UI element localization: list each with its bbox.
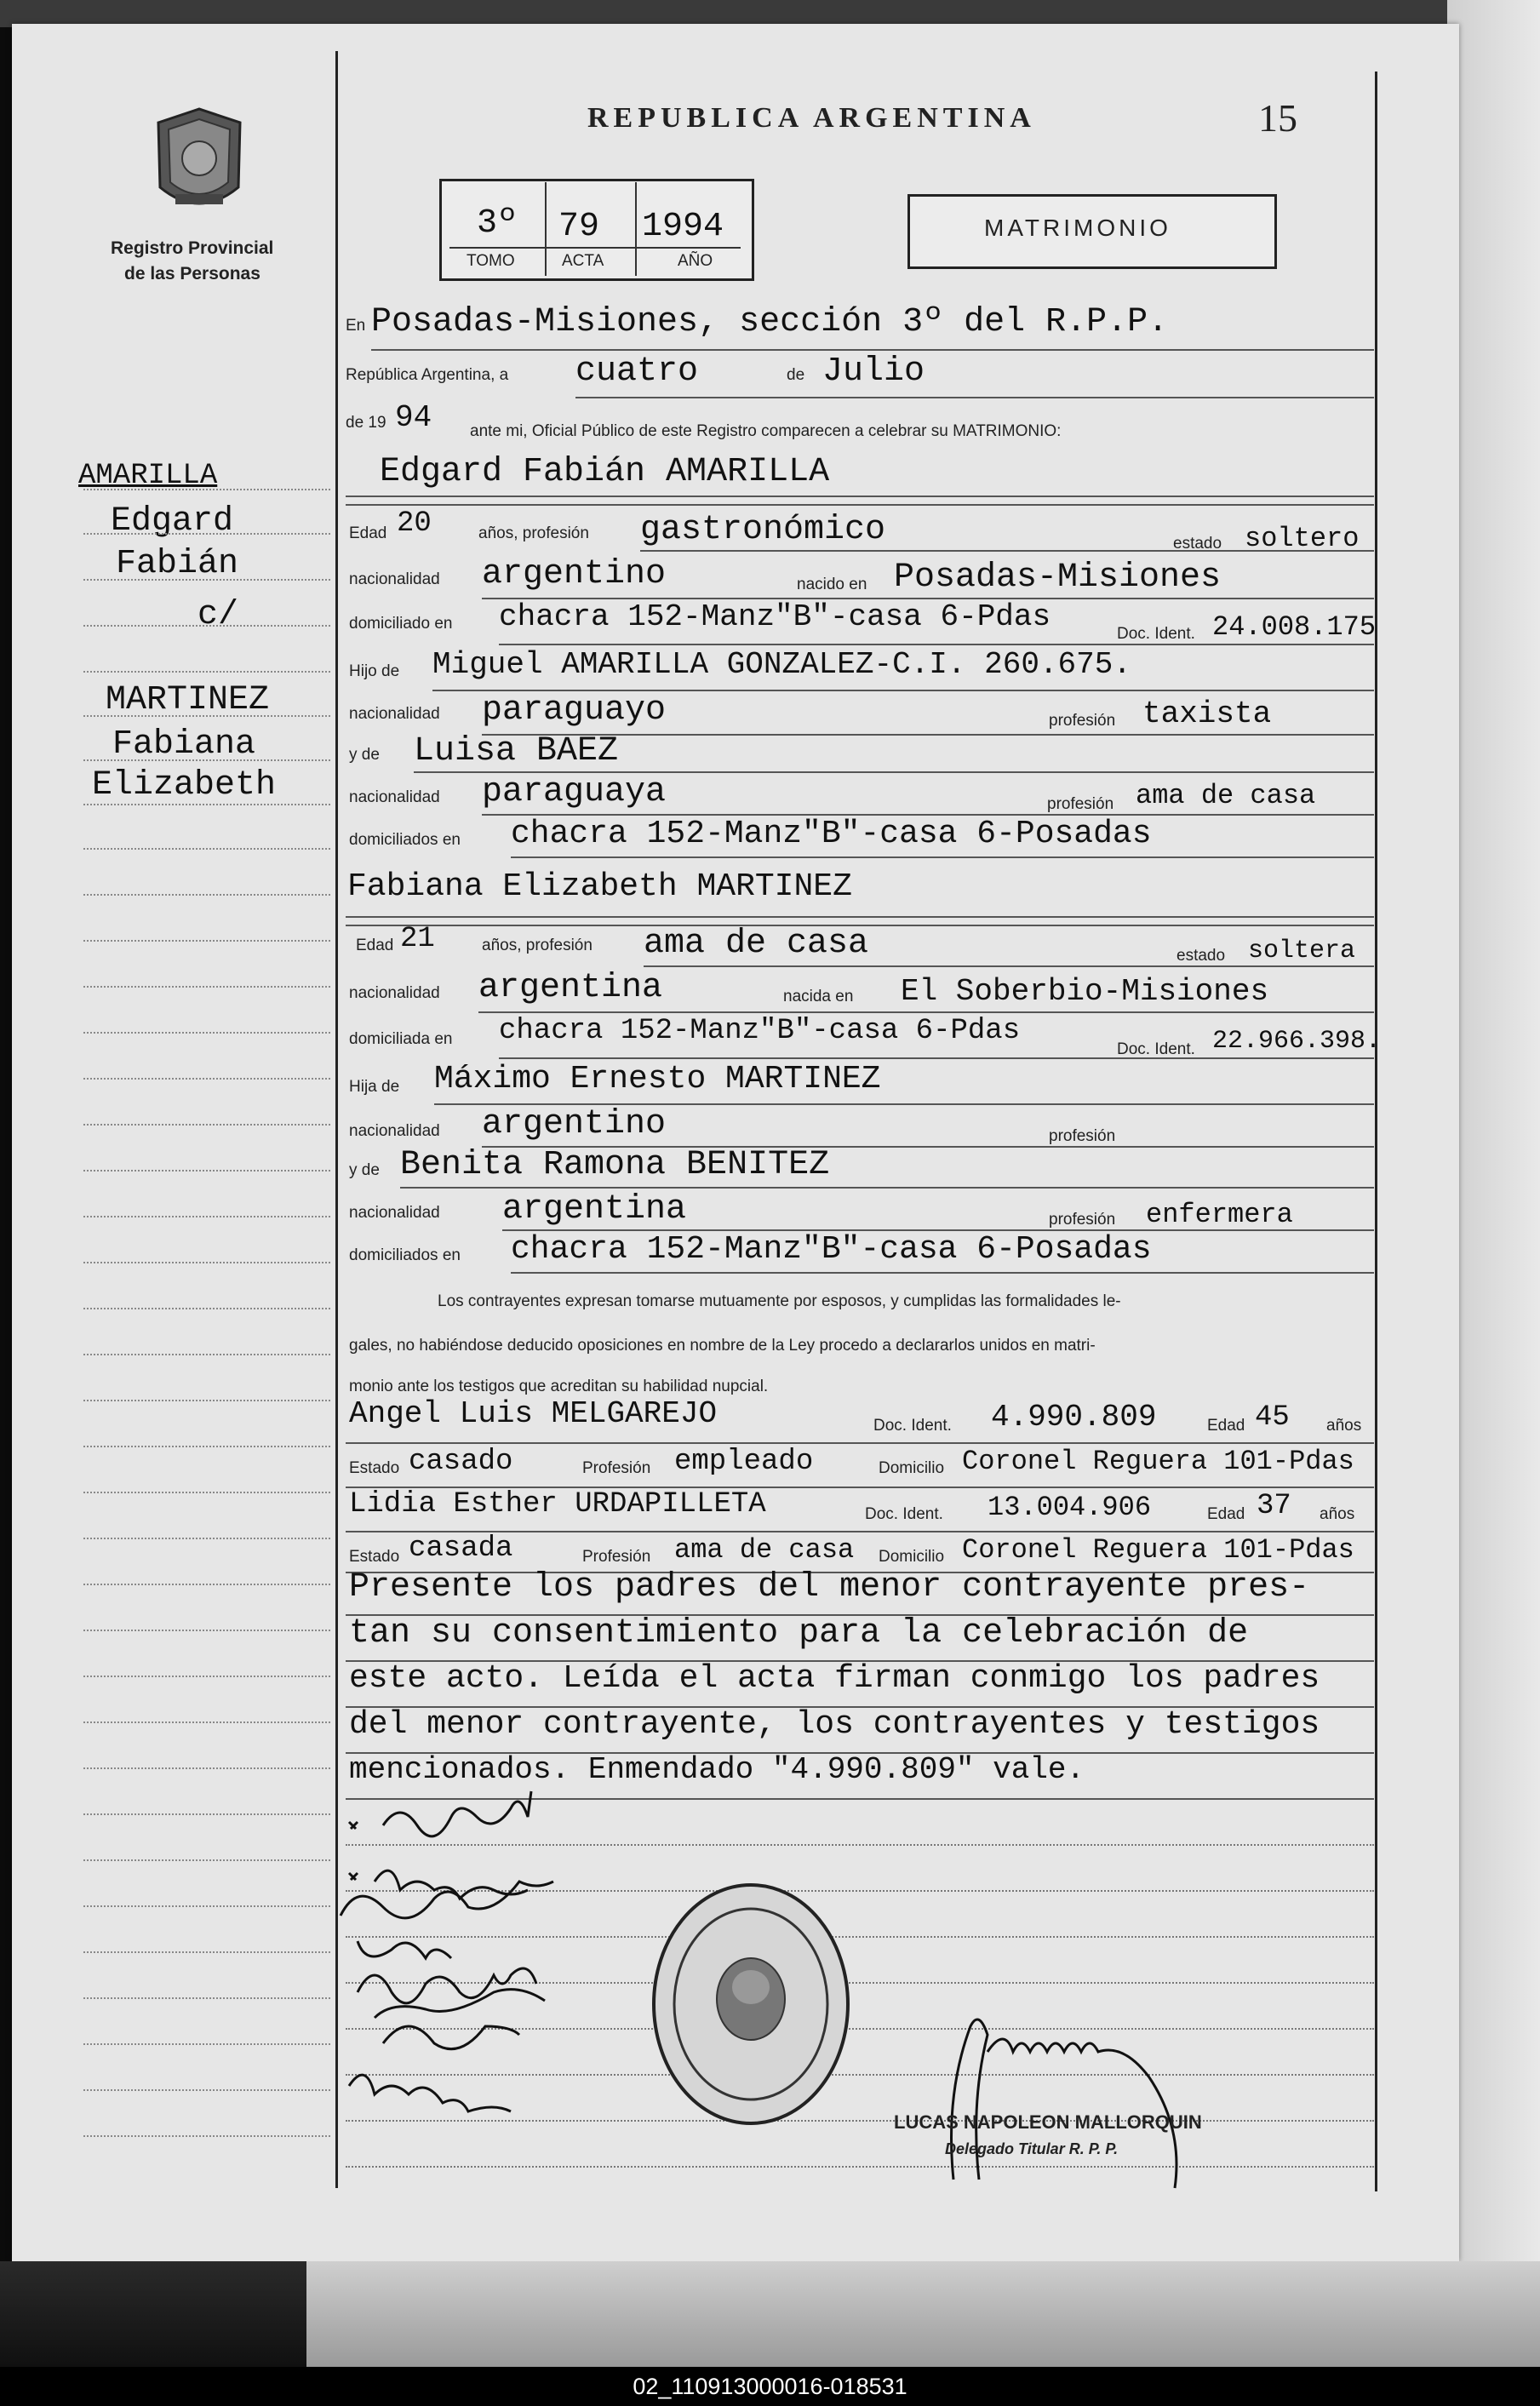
label-estado: estado bbox=[1173, 535, 1222, 553]
label-parents-address: domiciliados en bbox=[349, 831, 461, 849]
margin-line bbox=[83, 671, 330, 673]
witness-1-address: Coronel Reguera 101-Pdas bbox=[962, 1446, 1354, 1477]
ano-label: AÑO bbox=[678, 252, 713, 270]
margin-line bbox=[83, 894, 330, 896]
official-stamp-icon bbox=[649, 1880, 853, 2128]
margin-line bbox=[83, 1721, 330, 1723]
margin-line bbox=[83, 1905, 330, 1907]
groom-mother-nationality: paraguaya bbox=[482, 773, 667, 811]
label-y-de: y de bbox=[349, 746, 380, 764]
margin-line bbox=[83, 1078, 330, 1080]
margin-line bbox=[83, 1400, 330, 1401]
entry-line bbox=[478, 1011, 1374, 1013]
label-nacionalidad: nacionalidad bbox=[349, 984, 440, 1002]
witness-2-name: Lidia Esther URDAPILLETA bbox=[349, 1488, 766, 1521]
bride-full-name: Fabiana Elizabeth MARTINEZ bbox=[347, 868, 852, 905]
observations-line-2: tan su consentimiento para la celebración de bbox=[349, 1614, 1249, 1653]
margin-line bbox=[83, 1492, 330, 1493]
bride-address: chacra 152-Manz"B"-casa 6-Pdas bbox=[499, 1015, 1021, 1047]
label-estado: estado bbox=[1176, 947, 1226, 965]
label-domicilio: domiciliado en bbox=[349, 615, 453, 633]
margin-bride-name-2: Elizabeth bbox=[92, 766, 277, 805]
label-domicilio: Domicilio bbox=[879, 1459, 945, 1477]
entry-line bbox=[499, 644, 1374, 645]
label-mother-nationality: nacionalidad bbox=[349, 1204, 440, 1222]
entry-line bbox=[346, 504, 1374, 506]
groom-father-nationality: paraguayo bbox=[482, 691, 667, 730]
margin-line bbox=[83, 2089, 330, 2091]
tomo-label: TOMO bbox=[467, 252, 515, 270]
label-nacionalidad: nacionalidad bbox=[349, 570, 440, 588]
margin-line bbox=[83, 1262, 330, 1263]
groom-civil-status: soltero bbox=[1245, 523, 1360, 554]
label-edad: Edad bbox=[356, 937, 394, 954]
scan-right-edge bbox=[1447, 0, 1540, 2367]
label-estado: Estado bbox=[349, 1548, 400, 1566]
margin-line bbox=[83, 1997, 330, 1999]
witness-2-address: Coronel Reguera 101-Pdas bbox=[962, 1534, 1354, 1566]
tomo-value: 3º bbox=[477, 204, 518, 243]
ano-value: 1994 bbox=[642, 208, 724, 246]
margin-line bbox=[83, 1170, 330, 1171]
bride-birthplace: El Soberbio-Misiones bbox=[901, 974, 1269, 1009]
margin-line bbox=[83, 986, 330, 988]
label-mother-nationality: nacionalidad bbox=[349, 788, 440, 806]
groom-parents-address: chacra 152-Manz"B"-casa 6-Posadas bbox=[511, 816, 1152, 852]
groom-doc-id: 24.008.175 bbox=[1212, 611, 1377, 643]
box-baseline bbox=[449, 247, 741, 249]
witness-2-doc-id: 13.004.906 bbox=[988, 1492, 1152, 1523]
witness-1-name: Angel Luis MELGAREJO bbox=[349, 1396, 718, 1431]
label-anos: años bbox=[1326, 1417, 1362, 1435]
scan-bottom-edge bbox=[0, 2261, 1540, 2367]
margin-line bbox=[83, 579, 330, 581]
declaration-line-3: monio ante los testigos que acreditan su habilidad nupcial. bbox=[349, 1378, 769, 1395]
acta-label: ACTA bbox=[562, 252, 604, 270]
label-mother-profession: profesión bbox=[1049, 1211, 1116, 1229]
box-divider bbox=[545, 182, 547, 276]
label-republica: República Argentina, a bbox=[346, 366, 509, 384]
margin-bride-name-1: Fabiana bbox=[112, 725, 256, 764]
margin-groom-surname: AMARILLA bbox=[78, 460, 218, 492]
registry-seal-icon bbox=[150, 106, 249, 218]
signatures-scribble bbox=[323, 1788, 630, 2128]
label-edad: Edad bbox=[1207, 1417, 1245, 1435]
entry-line bbox=[346, 916, 1374, 918]
label-estado: Estado bbox=[349, 1459, 400, 1477]
label-doc: Doc. Ident. bbox=[1117, 625, 1195, 643]
margin-line bbox=[83, 1584, 330, 1585]
bride-age: 21 bbox=[400, 923, 435, 955]
bride-civil-status: soltera bbox=[1248, 937, 1356, 965]
label-doc: Doc. Ident. bbox=[865, 1505, 943, 1523]
observations-line-4: del menor contrayente, los contrayentes y testigos bbox=[349, 1706, 1320, 1743]
margin-line bbox=[83, 1216, 330, 1217]
record-type: MATRIMONIO bbox=[984, 215, 1171, 241]
margin-line bbox=[83, 759, 330, 761]
margin-line bbox=[83, 1676, 330, 1677]
label-mother-profession: profesión bbox=[1047, 795, 1114, 813]
label-statement: ante mi, Oficial Público de este Registro comparecen a celebrar su MATRIMONIO: bbox=[470, 422, 1062, 440]
margin-line bbox=[83, 1813, 330, 1815]
bride-mother-nationality: argentina bbox=[502, 1190, 687, 1229]
label-de: de bbox=[787, 366, 805, 384]
margin-line bbox=[83, 940, 330, 942]
label-nacido: nacido en bbox=[797, 576, 867, 593]
label-en: En bbox=[346, 317, 366, 335]
margin-groom-name-1: Edgard bbox=[111, 502, 234, 541]
margin-groom-name-2: Fabián bbox=[116, 545, 239, 583]
margin-line bbox=[83, 1032, 330, 1034]
margin-line bbox=[83, 625, 330, 627]
label-hijo: Hijo de bbox=[349, 662, 400, 680]
groom-address: chacra 152-Manz"B"-casa 6-Pdas bbox=[499, 599, 1051, 634]
bride-doc-id: 22.966.398. bbox=[1212, 1027, 1382, 1056]
groom-age: 20 bbox=[397, 507, 432, 540]
margin-line bbox=[83, 533, 330, 535]
groom-father: Miguel AMARILLA GONZALEZ-C.I. 260.675. bbox=[432, 647, 1131, 682]
right-rule bbox=[1375, 72, 1377, 2191]
margin-line bbox=[83, 848, 330, 850]
bride-parents-address: chacra 152-Manz"B"-casa 6-Posadas bbox=[511, 1231, 1152, 1268]
label-y-de: y de bbox=[349, 1161, 380, 1179]
label-father-nationality: nacionalidad bbox=[349, 705, 440, 723]
label-father-nationality: nacionalidad bbox=[349, 1122, 440, 1140]
label-edad: Edad bbox=[1207, 1505, 1245, 1523]
registry-name-line-1: Registro Provincial bbox=[111, 238, 274, 258]
label-anos: años bbox=[1320, 1505, 1355, 1523]
witness-1-age: 45 bbox=[1255, 1401, 1290, 1434]
declaration-line-2: gales, no habiéndose deducido oposiciones en nombre de la Ley procedo a declararlos unidos en matri- bbox=[349, 1337, 1096, 1355]
margin-line bbox=[83, 2135, 330, 2137]
label-hija: Hija de bbox=[349, 1078, 400, 1096]
year-suffix: 94 bbox=[395, 400, 432, 435]
acta-value: 79 bbox=[558, 208, 600, 246]
witness-1-civil-status: casado bbox=[409, 1446, 513, 1478]
entry-line bbox=[511, 856, 1374, 858]
margin-line bbox=[83, 1538, 330, 1539]
margin-line bbox=[83, 1354, 330, 1355]
bride-mother: Benita Ramona BENITEZ bbox=[400, 1146, 830, 1184]
groom-full-name: Edgard Fabián AMARILLA bbox=[380, 453, 830, 491]
groom-birthplace: Posadas-Misiones bbox=[894, 559, 1222, 597]
page-number: 15 bbox=[1258, 96, 1297, 140]
label-domicilio: Domicilio bbox=[879, 1548, 945, 1566]
entry-line bbox=[640, 550, 1374, 552]
entry-line bbox=[511, 1272, 1374, 1274]
margin-line bbox=[83, 1446, 330, 1447]
bride-father: Máximo Ernesto MARTINEZ bbox=[434, 1061, 881, 1097]
margin-line bbox=[83, 489, 330, 490]
registry-name-line-2: de las Personas bbox=[124, 264, 260, 284]
margin-line bbox=[83, 804, 330, 805]
label-doc: Doc. Ident. bbox=[873, 1417, 952, 1435]
label-profesion: años, profesión bbox=[478, 524, 589, 542]
declaration-line-1: Los contrayentes expresan tomarse mutuamente por esposos, y cumplidas las formalidades le- bbox=[438, 1292, 1121, 1310]
margin-line bbox=[83, 1124, 330, 1126]
label-edad: Edad bbox=[349, 524, 387, 542]
entry-line bbox=[371, 349, 1374, 351]
margin-connector: c/ bbox=[198, 596, 239, 634]
margin-line bbox=[83, 1859, 330, 1861]
margin-line bbox=[83, 1630, 330, 1631]
entry-line bbox=[346, 1442, 1374, 1444]
country-title: REPUBLICA ARGENTINA bbox=[587, 102, 1036, 134]
observations-line-3: este acto. Leída el acta firman conmigo los padres bbox=[349, 1660, 1320, 1697]
officer-name: LUCAS NAPOLEON MALLORQUIN bbox=[894, 2111, 1202, 2133]
label-year-prefix: de 19 bbox=[346, 414, 386, 432]
day: cuatro bbox=[575, 352, 699, 391]
observations-line-1: Presente los padres del menor contrayente pres- bbox=[349, 1568, 1310, 1607]
bride-nationality: argentina bbox=[478, 969, 663, 1007]
entry-line bbox=[400, 1187, 1374, 1189]
groom-mother: Luisa BAEZ bbox=[414, 732, 619, 770]
margin-line bbox=[83, 2043, 330, 2045]
entry-line bbox=[575, 397, 1374, 398]
groom-profession: gastronómico bbox=[640, 511, 886, 549]
label-domicilio: domiciliada en bbox=[349, 1030, 453, 1048]
entry-line bbox=[644, 965, 1374, 967]
groom-nationality: argentino bbox=[482, 555, 667, 593]
margin-line bbox=[83, 1767, 330, 1769]
label-profesion: años, profesión bbox=[482, 937, 593, 954]
witness-1-profession: empleado bbox=[674, 1446, 814, 1478]
month: Julio bbox=[822, 352, 925, 391]
label-profesion: Profesión bbox=[582, 1459, 651, 1477]
officer-title: Delegado Titular R. P. P. bbox=[945, 2140, 1119, 2157]
place: Posadas-Misiones, sección 3º del R.P.P. bbox=[371, 303, 1169, 341]
bride-mother-profession: enfermera bbox=[1146, 1199, 1293, 1230]
margin-line bbox=[83, 1951, 330, 1953]
margin-line bbox=[83, 1308, 330, 1309]
box-divider bbox=[635, 182, 637, 276]
label-doc: Doc. Ident. bbox=[1117, 1040, 1195, 1058]
label-profesion: Profesión bbox=[582, 1548, 651, 1566]
file-id: 02_110913000016-018531 bbox=[0, 2367, 1540, 2406]
witness-2-civil-status: casada bbox=[409, 1532, 513, 1565]
label-father-profession: profesión bbox=[1049, 1127, 1116, 1145]
margin-line bbox=[83, 715, 330, 717]
label-nacida: nacida en bbox=[783, 988, 854, 1005]
groom-mother-profession: ama de casa bbox=[1136, 780, 1316, 811]
label-father-profession: profesión bbox=[1049, 712, 1116, 730]
observations-line-5: mencionados. Enmendado "4.990.809" vale. bbox=[349, 1752, 1085, 1787]
margin-bride-surname: MARTINEZ bbox=[106, 681, 270, 719]
witness-1-doc-id: 4.990.809 bbox=[991, 1400, 1157, 1435]
groom-father-profession: taxista bbox=[1142, 696, 1272, 731]
witness-2-profession: ama de casa bbox=[674, 1534, 855, 1566]
entry-line bbox=[499, 1057, 1374, 1059]
witness-2-age: 37 bbox=[1257, 1490, 1291, 1522]
bride-father-nationality: argentino bbox=[482, 1105, 667, 1143]
label-parents-address: domiciliados en bbox=[349, 1246, 461, 1264]
entry-line bbox=[346, 496, 1374, 497]
bride-profession: ama de casa bbox=[644, 925, 869, 963]
officer-signature bbox=[919, 1992, 1260, 2197]
